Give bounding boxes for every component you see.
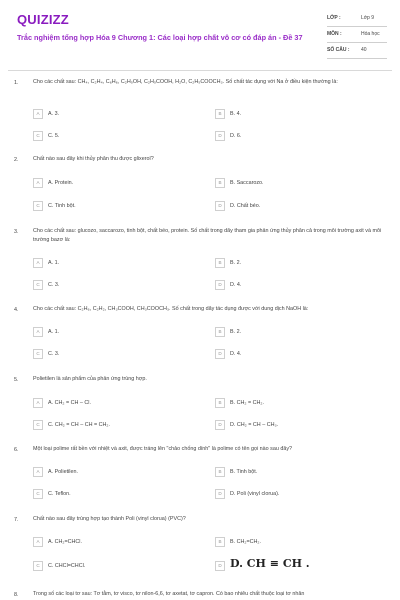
option-text: C. Teflon.: [48, 491, 71, 497]
option-letter-box: D: [215, 349, 225, 359]
question-number: 5.: [14, 377, 19, 383]
option-text: C. 5.: [48, 133, 60, 139]
question-text: Cho các chất sau: C₂H₆, C₂H₂, CH₃COOH, CH₃COOCH₃. Số chất trong dãy tác dụng được với dung dịch NaOH là:: [33, 306, 309, 312]
worksheet-header: [0, 0, 400, 62]
meta-row-subject: [327, 27, 387, 43]
option-letter-box: B: [215, 327, 225, 337]
option-letter-box: D: [215, 561, 225, 571]
option-letter-box: C: [33, 131, 43, 141]
option-text: C. CH₂ = CH – CH = CH₂.: [48, 422, 110, 428]
option-text: B. 4.: [230, 111, 242, 117]
question-number: 6.: [14, 447, 19, 453]
option-letter-box: A: [33, 258, 43, 268]
worksheet-title: Trắc nghiệm tổng hợp Hóa 9 Chương 1: Các loại hợp chất vô cơ có đáp án - Đề 37: [17, 33, 303, 42]
option-letter-box: D: [215, 201, 225, 211]
option-text: D. 4.: [230, 282, 242, 288]
meta-label: MÔN :: [327, 31, 342, 37]
question-text: Chất nào sau đây khi thủy phân thu được glixerol?: [33, 156, 154, 162]
question-number: 7.: [14, 517, 19, 523]
option-letter-box: A: [33, 467, 43, 477]
question-number: 1.: [14, 80, 19, 86]
question-text: Cho các chất sau: glucozo, saccarozo, tinh bột, chất béo, protein. Số chất trong dãy tham gia phản ứng thủy phân cả trong môi trường axit và môi trường bazơ là:: [33, 228, 382, 243]
option-text: B. 2.: [230, 260, 242, 266]
option-text: A. CH₂=CHCl.: [48, 539, 82, 545]
meta-value: 40: [361, 47, 367, 53]
option-text: A. CH₂ = CH – Cl.: [48, 400, 91, 406]
option-text: B. 2.: [230, 329, 242, 335]
meta-row-class: [327, 11, 387, 27]
option-text: D. 6.: [230, 133, 242, 139]
option-letter-box: C: [33, 489, 43, 499]
option-letter-box: D: [215, 489, 225, 499]
option-text: D. CH ≡ CH .: [230, 557, 310, 570]
meta-value: Hóa học: [361, 31, 380, 37]
option-letter-box: C: [33, 420, 43, 430]
option-letter-box: A: [33, 327, 43, 337]
question-text: Chất nào sau đây trùng hợp tạo thành Poli (vinyl clorua) (PVC)?: [33, 516, 186, 522]
option-text: B. Saccarozo.: [230, 180, 264, 186]
option-text: A. 3.: [48, 111, 60, 117]
option-letter-box: C: [33, 561, 43, 571]
meta-table: [327, 11, 387, 59]
quizizz-logo: QUIZIZZ: [17, 12, 69, 27]
question-number: 8.: [14, 592, 19, 598]
option-letter-box: D: [215, 280, 225, 290]
option-text: D. Chất béo.: [230, 203, 261, 209]
option-text: C. 3.: [48, 351, 60, 357]
option-text: B. CH₂ = CH₂.: [230, 400, 264, 406]
option-letter-box: A: [33, 109, 43, 119]
option-letter-box: B: [215, 467, 225, 477]
meta-label: SỐ CÂU :: [327, 47, 350, 53]
question-number: 3.: [14, 229, 19, 235]
question-text: Cho các chất sau: CH₄, C₂H₄, C₆H₆, C₂H₅OH, C₂H₅COOH, H₂O, C₂H₅COOCH₃. Số chất tác dụng với Na ở điều kiện thường là:: [33, 79, 338, 85]
option-letter-box: B: [215, 258, 225, 268]
option-text: B. Tinh bột.: [230, 469, 258, 475]
option-letter-box: A: [33, 537, 43, 547]
option-letter-box: B: [215, 109, 225, 119]
question-text: Một loại polime rất bền với nhiệt và axit, được tráng lên "chảo chống dính" là polime có tên gọi nào sau đây?: [33, 446, 293, 452]
meta-row-count: [327, 43, 387, 59]
option-text: A. Protein.: [48, 180, 74, 186]
option-letter-box: B: [215, 537, 225, 547]
meta-value: Lớp 9: [361, 15, 375, 21]
option-text: C. Tinh bột.: [48, 203, 76, 209]
option-text: D. 4.: [230, 351, 242, 357]
question-text: Trong số các loại tơ sau: Tơ tằm, tơ visco, tơ nilon-6,6, tơ axetat, tơ capron. Có bao nhiêu chất thuộc loại tơ nhân: [33, 591, 305, 597]
option-text: D. CH₂ = CH – CH₃.: [230, 422, 279, 428]
option-letter-box: B: [215, 398, 225, 408]
option-letter-box: C: [33, 280, 43, 290]
option-text: A. 1.: [48, 260, 60, 266]
option-text: B. CH₂=CH₂.: [230, 539, 261, 545]
meta-label: LỚP :: [327, 15, 341, 21]
question-text: Polietilen là sản phẩm của phản ứng trùng hợp.: [33, 376, 147, 382]
option-text: A. Polietilen.: [48, 469, 78, 475]
option-letter-box: C: [33, 349, 43, 359]
option-letter-box: B: [215, 178, 225, 188]
option-text: C. 3.: [48, 282, 60, 288]
option-text: C. CHCl=CHCl.: [48, 563, 86, 569]
option-letter-box: D: [215, 131, 225, 141]
question-number: 2.: [14, 157, 19, 163]
option-text: A. 1.: [48, 329, 60, 335]
option-letter-box: A: [33, 398, 43, 408]
option-letter-box: C: [33, 201, 43, 211]
option-text: D. Poli (vinyl clorua).: [230, 491, 280, 497]
option-letter-box: D: [215, 420, 225, 430]
header-divider: [8, 70, 392, 71]
question-number: 4.: [14, 307, 19, 313]
option-letter-box: A: [33, 178, 43, 188]
